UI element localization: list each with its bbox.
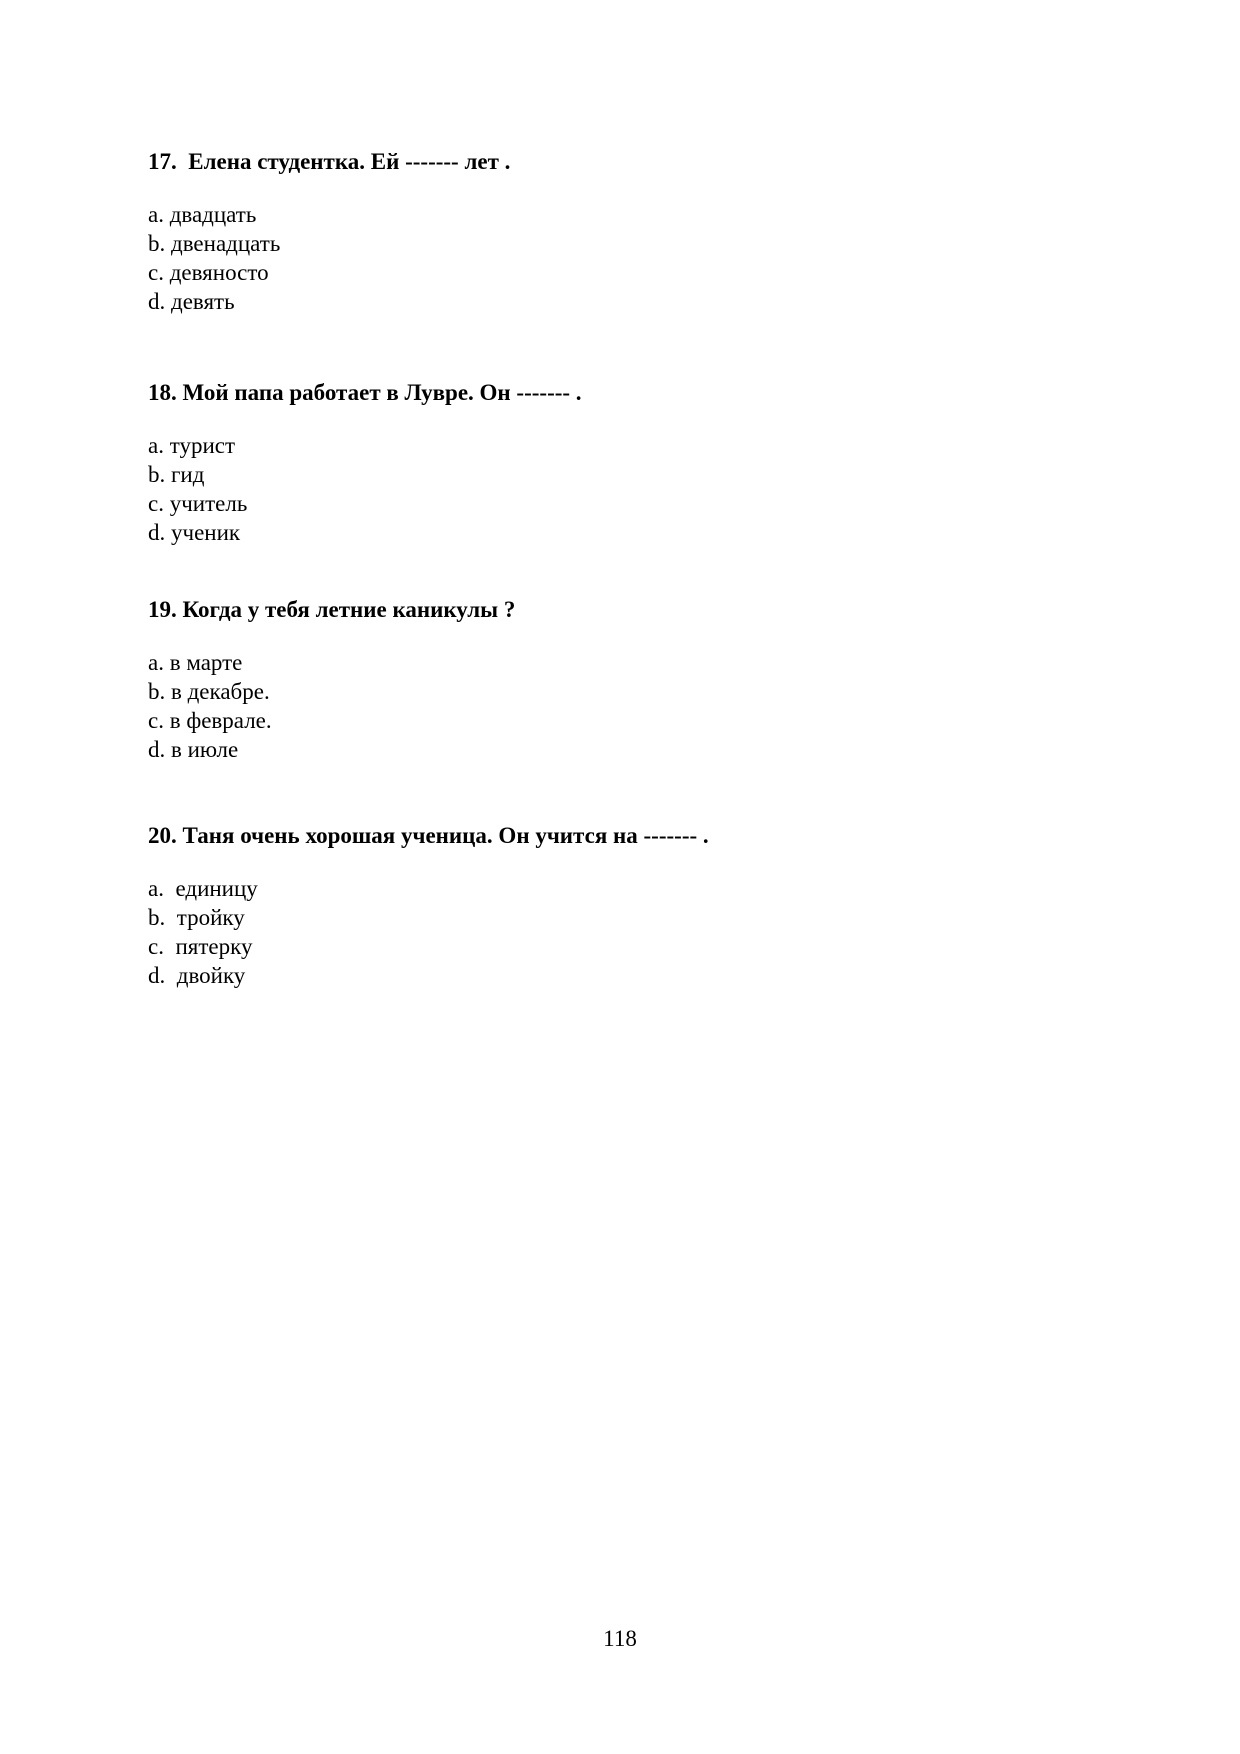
- question-title: 17. Елена студентка. Ей ------- лет .: [148, 149, 511, 174]
- option-a: a. турист: [148, 433, 236, 458]
- option-a: a. в марте: [148, 650, 243, 675]
- answer-options: [148, 874, 1148, 990]
- option-c: c. в феврале.: [148, 708, 272, 733]
- option-a: a. двадцать: [148, 202, 257, 227]
- question-title: 18. Мой папа работает в Лувре. Он ------- .: [148, 380, 582, 405]
- option-d: d. девять: [148, 289, 235, 314]
- option-a: a. единицу: [148, 876, 258, 901]
- question-title: 20. Таня очень хорошая ученица. Он учится на ------- .: [148, 823, 709, 848]
- option-d: d. в июле: [148, 737, 239, 762]
- question-title: 19. Когда у тебя летние каникулы ?: [148, 597, 516, 622]
- option-d: d. ученик: [148, 520, 241, 545]
- option-d: d. двойку: [148, 963, 246, 988]
- option-b: b. гид: [148, 462, 205, 487]
- question-18: [148, 379, 1148, 547]
- option-b: b. двенадцать: [148, 231, 281, 256]
- answer-options: [148, 648, 1148, 764]
- question-20: [148, 822, 1148, 990]
- option-c: c. пятерку: [148, 934, 253, 959]
- question-17: [148, 148, 1148, 316]
- option-c: c. учитель: [148, 491, 248, 516]
- option-b: b. в декабре.: [148, 679, 270, 704]
- question-19: [148, 596, 1148, 764]
- answer-options: [148, 200, 1148, 316]
- option-c: c. девяносто: [148, 260, 269, 285]
- page-number: 118: [603, 1626, 637, 1651]
- answer-options: [148, 431, 1148, 547]
- option-b: b. тройку: [148, 905, 245, 930]
